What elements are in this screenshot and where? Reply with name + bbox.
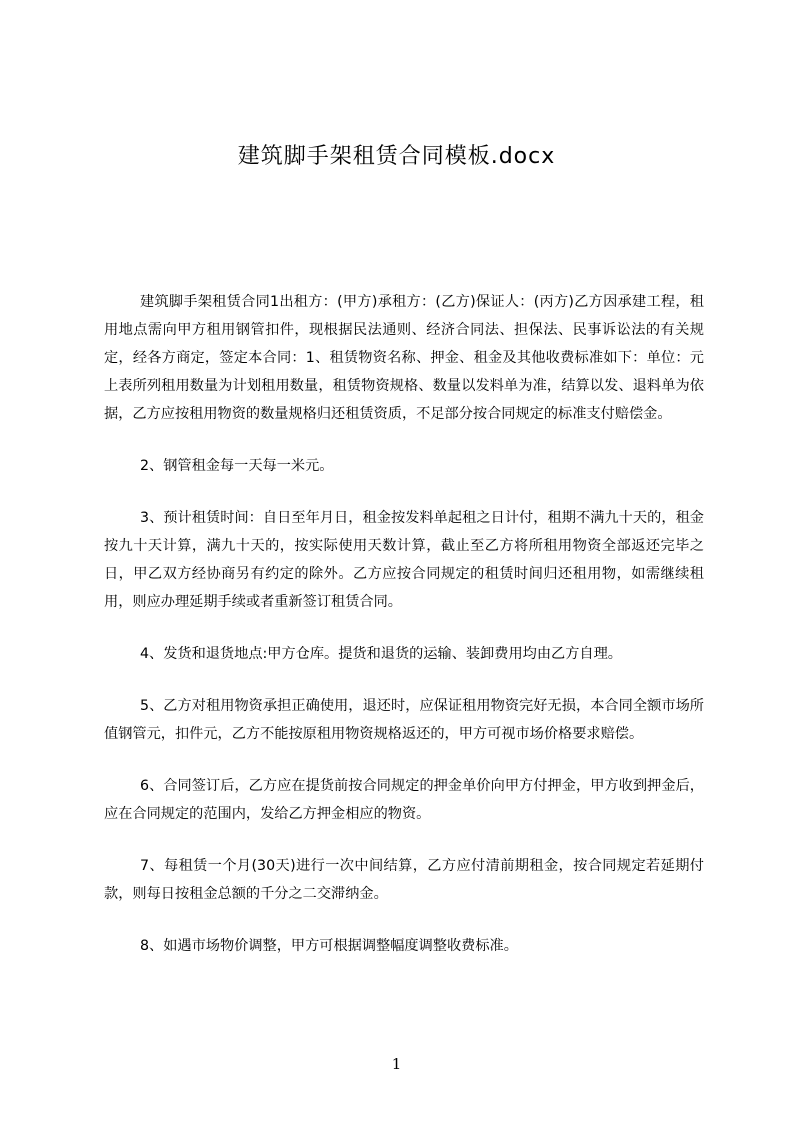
paragraph-4: 4、发货和退货地点:甲方仓库。提货和退货的运输、装卸费用均由乙方自理。: [140, 646, 622, 662]
document-body: [104, 288, 704, 984]
page-number: 1: [391, 1055, 402, 1073]
document-title: 建筑脚手架租赁合同模板.docx: [237, 144, 556, 169]
paragraph-intro: 建筑脚手架租赁合同1出租方：(甲方)承租方：(乙方)保证人：(丙方)乙方因承建工程，租用地点需向甲方租用钢管扣件，现根据民法通则、经济合同法、担保法、民事诉讼法的有关规定，经各方商定，签定本合同：1、租赁物资名称、押金、租金及其他收费标准如下：单位：元上表所列租用数量为计划租用数量，租赁物资规格、数量以发料单为准，结算以发、退料单为依据，乙方应按租用物资的数量规格归还租赁资质，不足部分按合同规定的标准支付赔偿金。: [104, 294, 704, 422]
paragraph-8: 8、如遇市场物价调整，甲方可根据调整幅度调整收费标准。: [140, 938, 518, 954]
paragraph-7: 7、每租赁一个月(30天)进行一次中间结算，乙方应付清前期租金，按合同规定若延期付款，则每日按租金总额的千分之二交滞纳金。: [104, 858, 704, 902]
paragraph-2: 2、钢管租金每一天每一米元。: [140, 458, 334, 474]
paragraph-6: 6、合同签订后，乙方应在提货前按合同规定的押金单价向甲方付押金，甲方收到押金后，应在合同规定的范围内，发给乙方押金相应的物资。: [104, 778, 704, 822]
paragraph-5: 5、乙方对租用物资承担正确使用，退还时，应保证租用物资完好无损，本合同全额市场所值钢管元，扣件元，乙方不能按原租用物资规格返还的，甲方可视市场价格要求赔偿。: [104, 698, 704, 742]
paragraph-3: 3、预计租赁时间：自日至年月日，租金按发料单起租之日计付，租期不满九十天的，租金按九十天计算，满九十天的，按实际使用天数计算，截止至乙方将所租用物资全部返还完毕之日，甲乙双方经协商另有约定的除外。乙方应按合同规定的租赁时间归还租用物，如需继续租用，则应办理延期手续或者重新签订租赁合同。: [104, 510, 704, 610]
